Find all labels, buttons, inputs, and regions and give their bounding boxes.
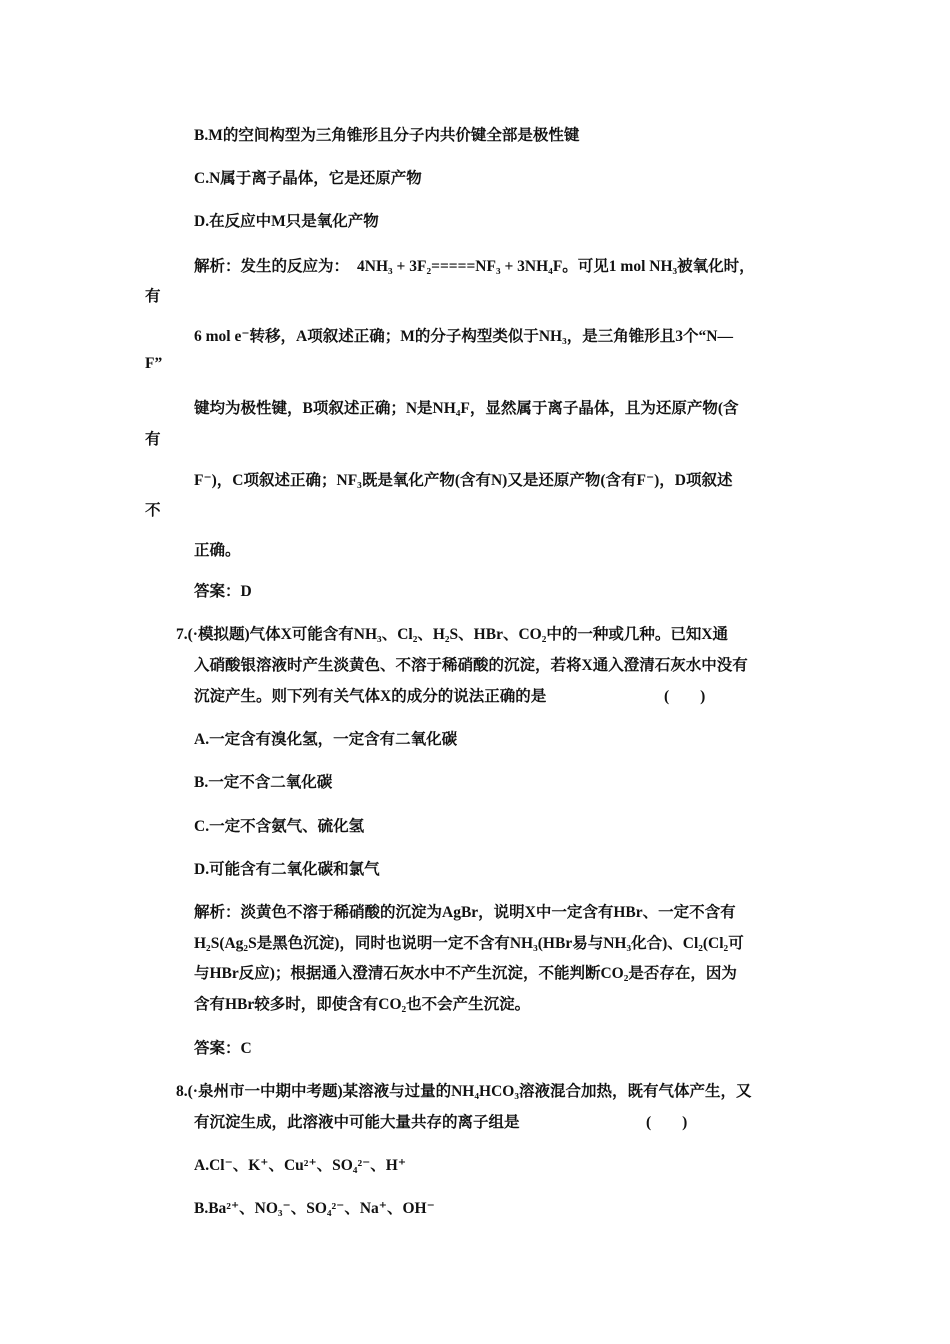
q8-stem-line-2: 有沉淀生成，此溶液中可能大量共存的离子组是	[194, 1114, 520, 1131]
q7-option-d: D.可能含有二氧化碳和氯气	[194, 861, 380, 878]
q7-stem-line-2: 入硝酸银溶液时产生淡黄色、不溶于稀硝酸的沉淀，若将X通入澄清石灰水中没有	[194, 657, 748, 674]
analysis-label: 解析：	[194, 258, 241, 275]
q6-analysis-wrap-1: 有	[145, 288, 161, 305]
q7-answer: 答案：C	[194, 1040, 252, 1057]
q6-analysis-line-3: 键均为极性键，B项叙述正确；N是NH₄F，显然属于离子晶体，且为还原产物(含	[194, 400, 739, 417]
q7-option-b: B.一定不含二氧化碳	[194, 774, 333, 791]
q7-analysis-line-1: 解析：淡黄色不溶于稀硝酸的沉淀为AgBr，说明X中一定含有HBr、一定不含有	[194, 904, 736, 921]
q6-analysis-wrap-4: 不	[145, 502, 161, 519]
analysis-text: 。可见1 mol NH₃被氧化时，	[562, 258, 755, 275]
q6-answer: 答案：D	[194, 583, 252, 600]
q6-option-c: C.N属于离子晶体，它是还原产物	[194, 170, 422, 187]
q8-option-a: A.Cl⁻、K⁺、Cu²⁺、SO₄²⁻、H⁺	[194, 1157, 407, 1174]
q7-analysis-line-2: H₂S(Ag₂S是黑色沉淀)，同时也说明一定不含有NH₃(HBr易与NH₃化合)、Cl₂(Cl₂可	[194, 935, 744, 952]
q7-analysis-line-4: 含有HBr较多时，即使含有CO₂也不会产生沉淀。	[194, 996, 531, 1013]
q6-option-b: B.M的空间构型为三角锥形且分子内共价键全部是极性键	[194, 127, 580, 144]
analysis-text: 发生的反应为：	[240, 258, 350, 275]
q6-analysis-wrap-3: 有	[145, 431, 161, 448]
q6-analysis-line-5: 正确。	[194, 542, 241, 559]
reaction-equation: 4NH₃ + 3F₂=====NF₃ + 3NH₄F	[357, 258, 563, 275]
q6-analysis-line-2: 6 mol e⁻转移，A项叙述正确；M的分子构型类似于NH₃，是三角锥形且3个“N—	[194, 328, 733, 345]
q7-option-c: C.一定不含氨气、硫化氢	[194, 818, 365, 835]
q6-analysis-line-4: F⁻)，C项叙述正确；NF₃既是氧化产物(含有N)又是还原产物(含有F⁻)，D项叙述	[194, 472, 733, 489]
q6-analysis-line-1	[194, 254, 755, 276]
q6-analysis-wrap-2: F”	[145, 355, 163, 372]
q7-analysis-line-3: 与HBr反应)；根据通入澄清石灰水中不产生沉淀，不能判断CO₂是否存在，因为	[194, 965, 737, 982]
q7-stem-line-3: 沉淀产生。则下列有关气体X的成分的说法正确的是	[194, 688, 547, 705]
q8-option-b: B.Ba²⁺、NO₃⁻、SO₄²⁻、Na⁺、OH⁻	[194, 1200, 435, 1217]
q8-answer-bracket: ( )	[646, 1114, 688, 1131]
q7-stem-line-1: 7.(·模拟题)气体X可能含有NH₃、Cl₂、H₂S、HBr、CO₂中的一种或几种。已知X通	[176, 626, 729, 643]
q7-answer-bracket: ( )	[664, 688, 706, 705]
q7-option-a: A.一定含有溴化氢，一定含有二氧化碳	[194, 731, 458, 748]
q8-stem-line-1: 8.(·泉州市一中期中考题)某溶液与过量的NH₄HCO₃溶液混合加热，既有气体产生，又	[176, 1083, 752, 1100]
q6-option-d: D.在反应中M只是氧化产物	[194, 213, 379, 230]
